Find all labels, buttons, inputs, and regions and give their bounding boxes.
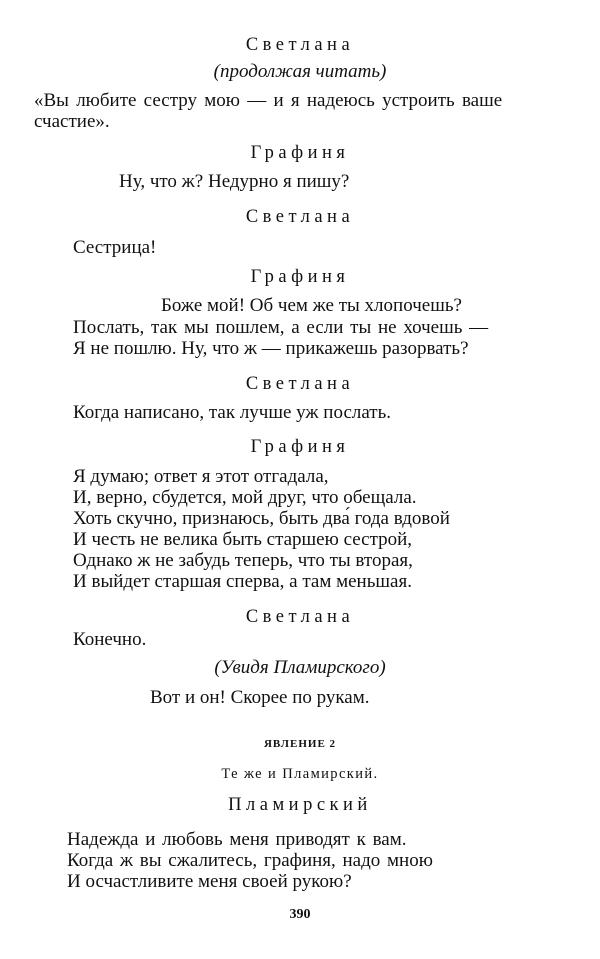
dialogue-line: Сестрица! [73, 237, 157, 258]
speaker-svetlana: Светлана [245, 35, 355, 55]
dialogue-line: Я думаю; ответ я этот отгадала, [73, 466, 329, 487]
dialogue-line: Надежда и любовь меня приводят к вам. [67, 829, 407, 850]
speaker-grafinya: Графиня [250, 437, 350, 457]
dialogue-line: И выйдет старшая сперва, а там меньшая. [73, 571, 412, 592]
dialogue-line: Конечно. [73, 629, 147, 650]
dialogue-line: Вот и он! Скорее по рукам. [150, 687, 370, 708]
dialogue-line: Когда ж вы сжалитесь, графиня, надо мною [67, 850, 433, 871]
dialogue-line: И честь не велика быть старшею сестрой, [73, 529, 413, 550]
dialogue-line: «Вы любите сестру мою — и я надеюсь устроить ваше [34, 90, 503, 111]
dialogue-line: Хоть скучно, признаюсь, быть два́ года вдовой [73, 508, 450, 529]
dialogue-line: Когда написано, так лучше уж послать. [73, 402, 392, 423]
speaker-svetlana: Светлана [245, 374, 355, 394]
dialogue-line: Послать, так мы пошлем, а если ты не хочешь — [73, 317, 489, 338]
dialogue-line: Ну, что ж? Недурно я пишу? [119, 171, 350, 192]
speaker-svetlana: Светлана [245, 207, 355, 227]
dialogue-line: Однако ж не забудь теперь, что ты вторая, [73, 550, 413, 571]
dialogue-line: Боже мой! Об чем же ты хлопочешь? [161, 295, 462, 316]
dialogue-line: И, верно, сбудется, мой друг, что обещала. [73, 487, 417, 508]
stage-direction: (продолжая читать) [213, 61, 387, 82]
page-number: 390 [289, 907, 311, 922]
dialogue-line: И осчастливите меня своей рукою? [67, 871, 352, 892]
scene-characters: Те же и Пламирский. [221, 766, 379, 782]
speaker-plamirsky: Пламирский [228, 795, 372, 815]
dialogue-line: счастие». [34, 111, 110, 132]
speaker-grafinya: Графиня [250, 267, 350, 287]
stage-direction: (Увидя Пламирского) [214, 657, 386, 678]
speaker-grafinya: Графиня [250, 143, 350, 163]
dialogue-line: Я не пошлю. Ну, что ж — прикажешь разорвать? [73, 338, 469, 359]
scene-heading: ЯВЛЕНИЕ 2 [263, 738, 337, 750]
speaker-svetlana: Светлана [245, 607, 355, 627]
